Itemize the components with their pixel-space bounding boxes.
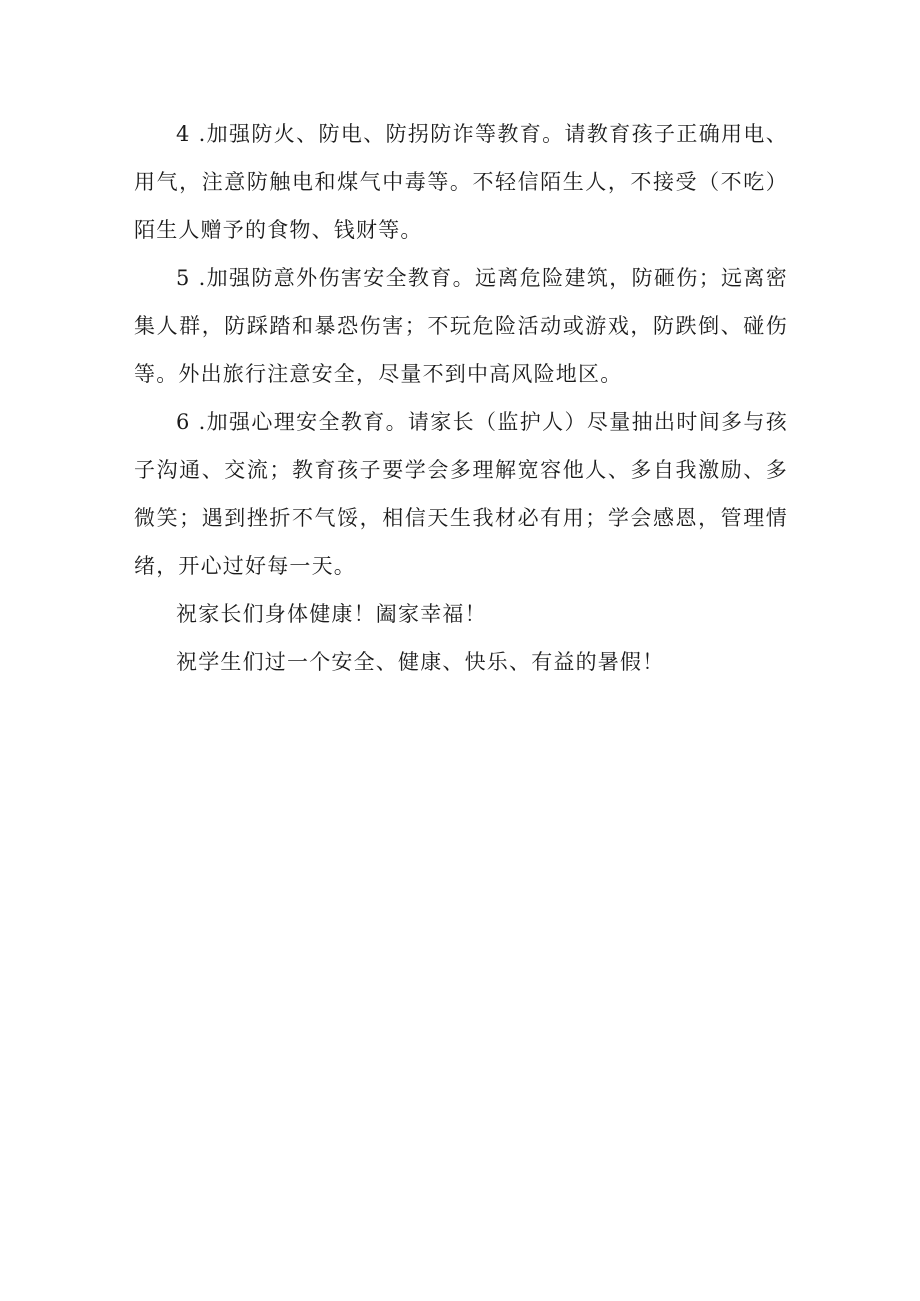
closing-wish-students: 祝学生们过一个安全、健康、快乐、有益的暑假！ [176,650,665,674]
paragraph-fire-electric-safety: 4 .加强防火、防电、防拐防诈等教育。请教育孩子正确用电、用气，注意防触电和煤气中毒等。不轻信陌生人，不接受（不吃）陌生人赠予的食物、钱财等。 [134,122,788,242]
closing-wish-parents: 祝家长们身体健康！阖家幸福！ [176,602,487,626]
document-body [134,110,788,686]
paragraph-psychological-safety: 6 .加强心理安全教育。请家长（监护人）尽量抽出时间多与孩子沟通、交流；教育孩子要学会多理解宽容他人、多自我激励、多微笑；遇到挫折不气馁，相信天生我材必有用；学会感恩，管理情绪，开心过好每一天。 [134,410,788,578]
paragraph-accident-safety: 5 .加强防意外伤害安全教育。远离危险建筑，防砸伤；远离密集人群，防踩踏和暴恐伤害；不玩危险活动或游戏，防跌倒、碰伤等。外出旅行注意安全，尽量不到中高风险地区。 [134,266,788,386]
